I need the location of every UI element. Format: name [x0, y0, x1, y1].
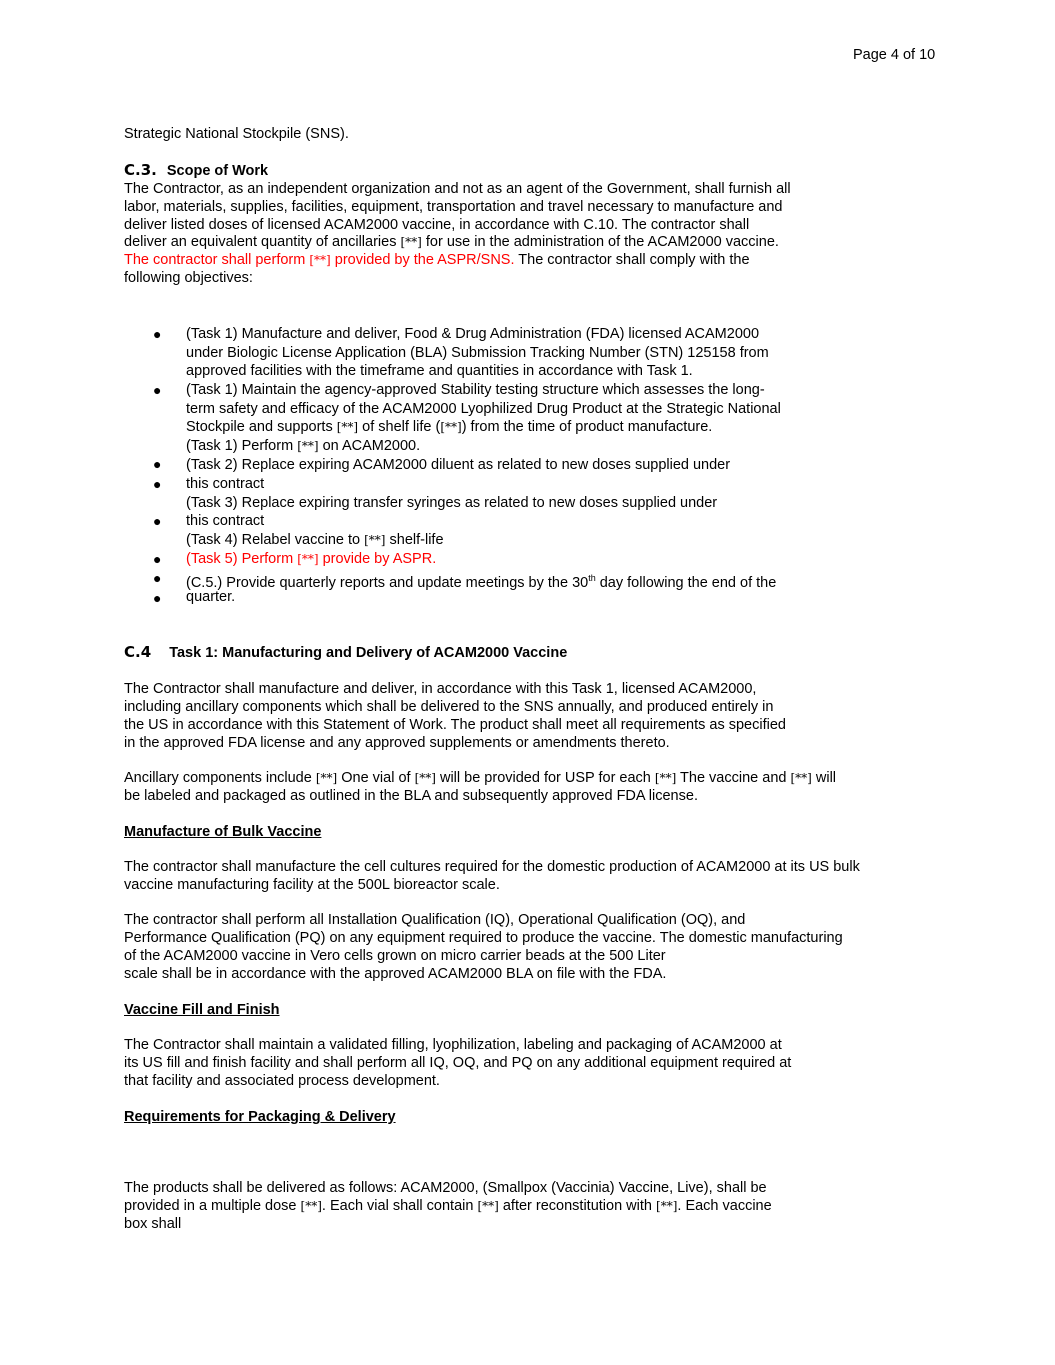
objective-line: (Task 2) Replace expiring ACAM2000 diluent as related to new doses supplied under — [186, 457, 731, 473]
packaging-line: box shall — [124, 1216, 182, 1232]
objective-line: term safety and efficacy of the ACAM2000 Lyophilized Drug Product at the Strategic National — [186, 401, 781, 417]
bulk-line: vaccine manufacturing facility at the 500L bioreactor scale. — [124, 877, 500, 893]
objective-line: approved facilities with the timeframe and quantities in accordance with Task 1. — [186, 363, 693, 379]
subheading-bulk: Manufacture of Bulk Vaccine — [124, 824, 322, 840]
objective-line: quarter. — [186, 589, 236, 605]
bulk-line: scale shall be in accordance with the approved ACAM2000 BLA on file with the FDA. — [124, 966, 667, 982]
redaction-mark: [**] — [336, 420, 359, 434]
objective-line-highlight: (Task 5) Perform [**] provide by ASPR. — [186, 551, 437, 567]
section-c3-heading — [124, 161, 268, 180]
c4-line: in the approved FDA license and any approved supplements or amendments thereto. — [124, 735, 670, 751]
objective-line: (Task 4) Relabel vaccine to [**] shelf-life — [186, 532, 444, 548]
c3-line: deliver an equivalent quantity of ancillaries [**] for use in the administration of the ACAM2000 vaccine. — [124, 234, 779, 250]
bullet-icon: ● — [153, 570, 162, 586]
packaging-line: The products shall be delivered as follows: ACAM2000, (Smallpox (Vaccinia) Vaccine, Live), shall be — [124, 1180, 767, 1196]
redaction-mark: [**] — [309, 253, 331, 267]
bullet-icon: ● — [153, 590, 162, 606]
c4-line: The Contractor shall manufacture and deliver, in accordance with this Task 1, licensed ACAM2000, — [124, 681, 757, 697]
redaction-mark: [**] — [300, 1199, 322, 1213]
section-title: Task 1: Manufacturing and Delivery of ACAM2000 Vaccine — [169, 645, 568, 661]
c3-line: deliver listed doses of licensed ACAM2000 vaccine, in accordance with C.10. The contractor shall — [124, 217, 750, 233]
objective-line: Stockpile and supports [**] of shelf life ([**]) from the time of product manufacture. — [186, 419, 713, 435]
section-number: C.3. — [124, 161, 157, 179]
c4-line: the US in accordance with this Statement of Work. The product shall meet all requirements as specified — [124, 717, 786, 733]
objective-line: (Task 1) Manufacture and deliver, Food & Drug Administration (FDA) licensed ACAM2000 — [186, 326, 760, 342]
objective-line: this contract — [186, 476, 265, 492]
bulk-line: The contractor shall manufacture the cell cultures required for the domestic production of ACAM2000 at its US bulk — [124, 859, 860, 875]
objective-line: (C.5.) Provide quarterly reports and update meetings by the 30th day following the end of the — [186, 573, 777, 591]
page-number: Page 4 of 10 — [853, 47, 936, 63]
objective-line: this contract — [186, 513, 265, 529]
ancillary-line: be labeled and packaged as outlined in the BLA and subsequently approved FDA license. — [124, 788, 698, 804]
redaction-mark: [**] — [315, 771, 338, 785]
fill-line: its US fill and finish facility and shall perform all IQ, OQ, and PQ on any additional equipment required at — [124, 1055, 792, 1071]
redaction-mark: [**] — [440, 420, 462, 434]
redaction-mark: [**] — [656, 1199, 678, 1213]
bulk-line: The contractor shall perform all Installation Qualification (IQ), Operational Qualification (OQ), and — [124, 912, 746, 928]
bullet-icon: ● — [153, 513, 162, 529]
section-title: Scope of Work — [166, 163, 269, 179]
intro-line: Strategic National Stockpile (SNS). — [124, 126, 349, 142]
redaction-mark: [**] — [790, 771, 812, 785]
fill-line: that facility and associated process development. — [124, 1073, 440, 1089]
c3-line-highlight: The contractor shall perform [**] provided by the ASPR/SNS. The contractor shall comply with the — [124, 252, 750, 268]
redaction-mark: [**] — [654, 771, 677, 785]
c3-line: labor, materials, supplies, facilities, equipment, transportation and travel necessary to manufacture and — [124, 199, 783, 215]
fill-line: The Contractor shall maintain a validated filling, lyophilization, labeling and packaging of ACAM2000 at — [124, 1037, 782, 1053]
bullet-icon: ● — [153, 456, 162, 472]
section-c4-heading — [124, 643, 567, 662]
c3-line: following objectives: — [124, 270, 253, 286]
bullet-icon: ● — [153, 326, 162, 342]
bulk-line: of the ACAM2000 vaccine in Vero cells grown on micro carrier beads at the 500 Liter — [124, 948, 666, 964]
packaging-line: provided in a multiple dose [**]. Each vial shall contain [**] after reconstitution with [**]. Each vaccine — [124, 1198, 772, 1214]
objective-line: (Task 1) Perform [**] on ACAM2000. — [186, 438, 421, 454]
c4-line: including ancillary components which shall be delivered to the SNS annually, and produced entirely in — [124, 699, 774, 715]
redaction-mark: [**] — [400, 235, 422, 249]
subheading-packaging: Requirements for Packaging & Delivery — [124, 1109, 396, 1125]
redaction-mark: [**] — [297, 439, 319, 453]
redaction-mark: [**] — [364, 533, 386, 547]
objective-line: (Task 3) Replace expiring transfer syringes as related to new doses supplied under — [186, 495, 718, 511]
bulk-line: Performance Qualification (PQ) on any equipment required to produce the vaccine. The domestic manufacturing — [124, 930, 843, 946]
ancillary-line: Ancillary components include [**] One vial of [**] will be provided for USP for each [**] The vaccine and [**] will — [124, 770, 837, 786]
bullet-icon: ● — [153, 382, 162, 398]
redaction-mark: [**] — [297, 552, 319, 566]
redaction-mark: [**] — [477, 1199, 499, 1213]
bullet-icon: ● — [153, 476, 162, 492]
c3-line: The Contractor, as an independent organization and not as an agent of the Government, shall furnish all — [124, 181, 791, 197]
objective-line: under Biologic License Application (BLA) Submission Tracking Number (STN) 125158 from — [186, 345, 769, 361]
bullet-icon: ● — [153, 551, 162, 567]
redaction-mark: [**] — [414, 771, 436, 785]
objective-line: (Task 1) Maintain the agency-approved Stability testing structure which assesses the long- — [186, 382, 765, 398]
subheading-fill: Vaccine Fill and Finish — [124, 1002, 280, 1018]
section-number: C.4 — [124, 643, 152, 661]
